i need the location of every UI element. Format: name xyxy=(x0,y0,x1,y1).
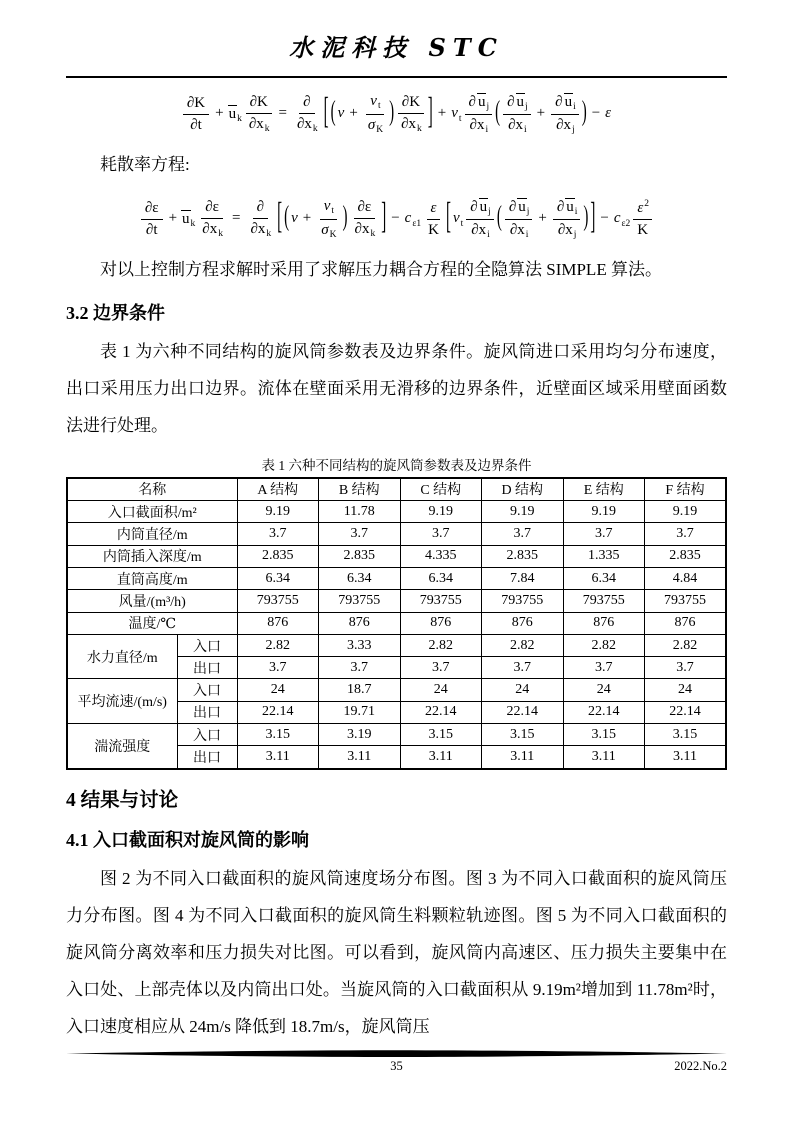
value-cell: 9.19 xyxy=(645,501,727,523)
value-cell: 4.84 xyxy=(645,567,727,589)
table-row xyxy=(67,612,726,634)
column-header-cell: E 结构 xyxy=(563,478,645,501)
value-cell: 24 xyxy=(482,679,564,701)
issue-number: 2022.No.2 xyxy=(674,1059,727,1073)
value-cell: 876 xyxy=(563,612,645,634)
table-row xyxy=(67,523,726,545)
row-label-cell: 内筒插入深度/m xyxy=(67,545,237,567)
column-header-cell: F 结构 xyxy=(645,478,727,501)
value-cell: 3.11 xyxy=(319,746,401,769)
header-rule xyxy=(66,76,727,78)
value-cell: 2.82 xyxy=(400,634,482,656)
parameters-table xyxy=(66,477,727,770)
value-cell: 3.11 xyxy=(645,746,727,769)
value-cell: 3.7 xyxy=(237,657,319,679)
k-equation: $\frac{\partial K}{\partial t}$ + $u_k$ $\frac{\partial K}{\partial x_k}$ = $\frac{\partial}{\partial x_k}$ [ ( ν + $\frac{\nu_t}{\sigma_K}$ ) $\frac{\partial K}{\partial x_k}$ ] + $\nu_t$ $\frac{\partial u_j}{\partial x_i}$ ( $\frac{\partial u_j}{\partial x_i}$ + $\frac{\partial u_i}{\partial x_j}$ ) − ε xyxy=(66,92,727,136)
value-cell: 876 xyxy=(319,612,401,634)
value-cell: 3.11 xyxy=(400,746,482,769)
value-cell: 3.7 xyxy=(237,523,319,545)
table-row xyxy=(67,501,726,523)
value-cell: 2.82 xyxy=(563,634,645,656)
value-cell: 22.14 xyxy=(482,701,564,723)
row-label-cell: 水力直径/m xyxy=(67,634,177,679)
value-cell: 793755 xyxy=(645,590,727,612)
simple-algorithm-paragraph: 对以上控制方程求解时采用了求解压力耦合方程的全隐算法 SIMPLE 算法。 xyxy=(100,259,662,279)
value-cell: 7.84 xyxy=(482,567,564,589)
value-cell: 3.7 xyxy=(400,523,482,545)
value-cell: 3.7 xyxy=(319,657,401,679)
journal-title: 水泥科技 STC xyxy=(289,33,504,62)
value-cell: 3.19 xyxy=(319,724,401,746)
value-cell: 2.835 xyxy=(645,545,727,567)
value-cell: 22.14 xyxy=(563,701,645,723)
value-cell: 24 xyxy=(237,679,319,701)
epsilon-equation: $\frac{\partial\varepsilon}{\partial t}$ + $u_k$ $\frac{\partial\varepsilon}{\partial x_k}$ = $\frac{\partial}{\partial x_k}$ [ ( ν + $\frac{\nu_t}{\sigma_K}$ ) $\frac{\partial\varepsilon}{\partial x_k}$ ] − $c_{\varepsilon 1}$ $\frac{\varepsilon}{K}$ [ $\nu_t$ $\frac{\partial u_j}{\partial x_i}$ ( $\frac{\partial u_j}{\partial x_i}$ + $\frac{\partial u_i}{\partial x_j}$ ) ] − $c_{\varepsilon 2}$ $\frac{\varepsilon^2}{K}$ xyxy=(66,197,727,241)
value-cell: 793755 xyxy=(237,590,319,612)
footer-rule xyxy=(66,1049,727,1058)
value-cell: 3.7 xyxy=(563,657,645,679)
table-row xyxy=(67,567,726,589)
value-cell: 6.34 xyxy=(319,567,401,589)
value-cell: 22.14 xyxy=(400,701,482,723)
dissipation-label: 耗散率方程: xyxy=(100,154,190,174)
table-caption: 表 1 六种不同结构的旋风筒参数表及边界条件 xyxy=(261,457,532,473)
row-label-cell: 温度/℃ xyxy=(67,612,237,634)
sub-label-cell: 入口 xyxy=(177,679,237,701)
sub-label-cell: 出口 xyxy=(177,701,237,723)
value-cell: 2.835 xyxy=(319,545,401,567)
value-cell: 876 xyxy=(237,612,319,634)
section-3-2-paragraph: 表 1 为六种不同结构的旋风筒参数表及边界条件。旋风筒进口采用均匀分布速度，出口采用压力出口边界。流体在壁面采用无滑移的边界条件，近壁面区域采用壁面函数法进行处理。 xyxy=(66,341,727,435)
table-row xyxy=(67,634,726,656)
value-cell: 2.82 xyxy=(237,634,319,656)
sub-label-cell: 入口 xyxy=(177,724,237,746)
sub-label-cell: 入口 xyxy=(177,634,237,656)
value-cell: 2.835 xyxy=(237,545,319,567)
column-header-cell: C 结构 xyxy=(400,478,482,501)
sub-label-cell: 出口 xyxy=(177,746,237,769)
value-cell: 24 xyxy=(563,679,645,701)
value-cell: 22.14 xyxy=(237,701,319,723)
value-cell: 2.835 xyxy=(482,545,564,567)
column-header-cell: 名称 xyxy=(67,478,237,501)
value-cell: 9.19 xyxy=(237,501,319,523)
section-4-heading: 4 结果与讨论 xyxy=(66,789,179,811)
value-cell: 3.7 xyxy=(482,523,564,545)
row-label-cell: 湍流强度 xyxy=(67,724,177,769)
table-row xyxy=(67,679,726,701)
value-cell: 22.14 xyxy=(645,701,727,723)
value-cell: 6.34 xyxy=(400,567,482,589)
page-number: 35 xyxy=(390,1059,403,1073)
parameters-table-body xyxy=(67,478,726,769)
value-cell: 24 xyxy=(645,679,727,701)
value-cell: 9.19 xyxy=(482,501,564,523)
row-label-cell: 内筒直径/m xyxy=(67,523,237,545)
table-row xyxy=(67,590,726,612)
table-header-row xyxy=(67,478,726,501)
table-row xyxy=(67,545,726,567)
value-cell: 876 xyxy=(645,612,727,634)
section-3-2-heading: 3.2 边界条件 xyxy=(66,302,165,323)
value-cell: 3.15 xyxy=(400,724,482,746)
value-cell: 3.15 xyxy=(237,724,319,746)
value-cell: 18.7 xyxy=(319,679,401,701)
value-cell: 3.7 xyxy=(645,657,727,679)
value-cell: 3.7 xyxy=(645,523,727,545)
value-cell: 19.71 xyxy=(319,701,401,723)
value-cell: 3.7 xyxy=(482,657,564,679)
section-4-1-heading: 4.1 入口截面积对旋风筒的影响 xyxy=(66,829,309,850)
row-label-cell: 风量/(m³/h) xyxy=(67,590,237,612)
value-cell: 2.82 xyxy=(482,634,564,656)
value-cell: 3.11 xyxy=(482,746,564,769)
section-4-1-paragraph: 图 2 为不同入口截面积的旋风筒速度场分布图。图 3 为不同入口截面积的旋风筒压力分布图。图 4 为不同入口截面积的旋风筒生料颗粒轨迹图。图 5 为不同入口截面积的旋风筒分离效率和压力损失对比图。可以看到，旋风筒内高速区、压力损失主要集中在入口处、上部壳体以及内筒出口处。当旋风筒的入口截面积从 9.19m²增加到 11.78m²时，入口速度相应从 24m/s 降低到 18.7m/s，旋风筒压 xyxy=(66,868,727,1036)
value-cell: 876 xyxy=(400,612,482,634)
column-header-cell: D 结构 xyxy=(482,478,564,501)
value-cell: 11.78 xyxy=(319,501,401,523)
value-cell: 793755 xyxy=(319,590,401,612)
value-cell: 3.33 xyxy=(319,634,401,656)
column-header-cell: A 结构 xyxy=(237,478,319,501)
value-cell: 3.7 xyxy=(400,657,482,679)
value-cell: 3.11 xyxy=(563,746,645,769)
row-label-cell: 直筒高度/m xyxy=(67,567,237,589)
column-header-cell: B 结构 xyxy=(319,478,401,501)
value-cell: 4.335 xyxy=(400,545,482,567)
value-cell: 6.34 xyxy=(563,567,645,589)
page-footer xyxy=(66,1049,727,1074)
value-cell: 9.19 xyxy=(563,501,645,523)
value-cell: 793755 xyxy=(400,590,482,612)
value-cell: 2.82 xyxy=(645,634,727,656)
sub-label-cell: 出口 xyxy=(177,657,237,679)
value-cell: 793755 xyxy=(563,590,645,612)
value-cell: 6.34 xyxy=(237,567,319,589)
value-cell: 24 xyxy=(400,679,482,701)
value-cell: 3.7 xyxy=(563,523,645,545)
table-row xyxy=(67,724,726,746)
value-cell: 876 xyxy=(482,612,564,634)
value-cell: 1.335 xyxy=(563,545,645,567)
value-cell: 3.15 xyxy=(645,724,727,746)
value-cell: 793755 xyxy=(482,590,564,612)
value-cell: 3.11 xyxy=(237,746,319,769)
row-label-cell: 平均流速/(m/s) xyxy=(67,679,177,724)
value-cell: 3.15 xyxy=(482,724,564,746)
value-cell: 3.15 xyxy=(563,724,645,746)
value-cell: 3.7 xyxy=(319,523,401,545)
row-label-cell: 入口截面积/m² xyxy=(67,501,237,523)
value-cell: 9.19 xyxy=(400,501,482,523)
